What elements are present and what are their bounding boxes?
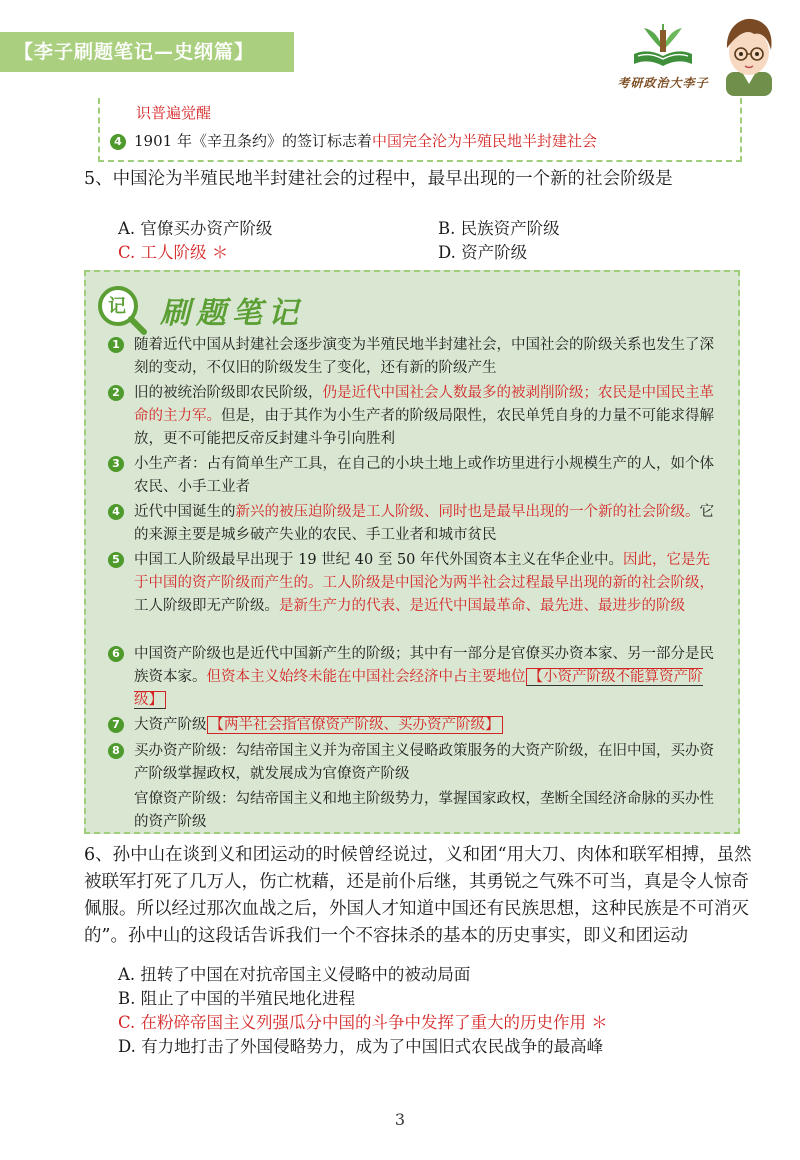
note-text: 中国资产阶级也是近代中国新产生的阶级；其中有一部分是官僚买办资本家、另一部分是民族资本家。: [134, 646, 714, 685]
note-text: 买办资产阶级：勾结帝国主义并为帝国主义侵略政策服务的大资产阶级，在旧中国，买办资产阶级掌握政权，就发展成为官僚资产阶级: [134, 743, 714, 782]
note-number-badge: 3: [108, 456, 124, 472]
note-text: 随着近代中国从封建社会逐步演变为半殖民地半封建社会，中国社会的阶级关系也发生了深刻的变动，不仅旧的阶级发生了变化，还有新的阶级产生: [134, 337, 714, 376]
note-number-badge: 5: [108, 552, 124, 568]
note-text: 中国工人阶级最早出现于 19 世纪 40 至 50 年代外国资本主义在华企业中。: [134, 552, 624, 568]
note-boxed-remark: 【小资产阶级不能算资产阶级】: [134, 669, 703, 708]
brand-logo: [608, 20, 718, 100]
notes-header: [88, 278, 348, 336]
q5-option-b: B. 民族资产阶级: [438, 219, 560, 238]
page-number: 3: [394, 1110, 406, 1129]
note-item-5: [108, 549, 724, 618]
note-item-3: [108, 453, 724, 499]
question-6-stem: 6、孙中山在谈到义和团运动的时候曾经说过，义和团“用大刀、肉体和联军相搏，虽然被联军打死了几万人，伤亡枕藉，还是前仆后继，其勇锐之气殊不可当，真是令人惊奇佩服。所以经过那次血战之后，外国人才知道中国还有民族思想，这种民族是不可消灭的”。孙中山的这段话告诉我们一个不容抹杀的基本的历史事实，即义和团运动: [84, 845, 752, 946]
note-item-4: [108, 501, 724, 547]
note-text: 大资产阶级: [134, 717, 207, 733]
note-text: 小生产者：占有简单生产工具，在自己的小块土地上或作坊里进行小规模生产的人，如个体农民、小手工业者: [134, 456, 714, 495]
note-number-badge: 4: [110, 134, 126, 150]
note-item-7: [108, 714, 724, 737]
note-number-badge: 2: [108, 385, 124, 401]
note-text: 它的来源主要是城乡破产失业的农民、手工业者和城市贫民: [134, 504, 714, 543]
note-number-badge: 6: [108, 646, 124, 662]
notes-icon-char: 记: [108, 296, 126, 317]
q5-option-a: A. 官僚买办资产阶级: [118, 219, 273, 238]
previous-note-tail: 识普遍觉醒: [136, 104, 212, 122]
note-text: 旧的被统治阶级即农民阶级，: [134, 385, 323, 401]
note-boxed-remark: 【两半社会指官僚资产阶级、买办资产阶级】: [207, 716, 503, 734]
note-text: 近代中国诞生的: [134, 504, 236, 520]
header-title-tag: 【李子刷题笔记—史纲篇】: [0, 32, 294, 72]
q6-option-a: A. 扭转了中国在对抗帝国主义侵略中的被动局面: [118, 965, 471, 984]
avatar-illustration: [718, 14, 780, 96]
question-5-stem: 5、中国沦为半殖民地半封建社会的过程中，最早出现的一个新的社会阶级是: [84, 169, 673, 189]
previous-notes-box: [98, 98, 742, 162]
q6-option-c-answer: C. 在粉碎帝国主义列强瓜分中国的斗争中发挥了重大的历史作用 ＊: [118, 1013, 608, 1032]
previous-note-highlight: 中国完全沦为半殖民地半封建社会: [371, 132, 597, 150]
note-item-8: [108, 740, 724, 834]
note-text: 工人阶级即无产阶级。: [134, 598, 279, 614]
note-highlight: 因此，它是先于中国的资产阶级而产生的。工人阶级是中国沦为两半社会过程最早出现的新的社会阶级，: [134, 552, 714, 591]
book-sprout-icon: [630, 20, 696, 68]
note-number-badge: 8: [108, 743, 124, 759]
note-item-1: [108, 334, 724, 380]
note-number-badge: 4: [108, 504, 124, 520]
q6-option-d: D. 有力地打击了外国侵略势力，成为了中国旧式农民战争的最高峰: [118, 1037, 604, 1056]
q6-option-b: B. 阻止了中国的半殖民地化进程: [118, 989, 356, 1008]
note-item-6: [108, 643, 724, 712]
previous-note-item: [110, 130, 597, 151]
q5-option-c-answer: C. 工人阶级 ＊: [118, 243, 229, 262]
note-highlight: 是新生产力的代表、是近代中国最革命、最先进、最进步的阶级: [279, 598, 685, 614]
notes-heading: 刷题笔记: [160, 296, 304, 331]
study-notes-panel: [84, 270, 740, 834]
note-highlight: 仍是近代中国社会人数最多的被剥削阶级；农民是中国民主革命的主力军。: [134, 385, 714, 424]
note-number-badge: 1: [108, 337, 124, 353]
brand-name: 考研政治大李子: [617, 76, 709, 90]
note-item-2: [108, 382, 724, 451]
q5-option-d: D. 资产阶级: [438, 243, 528, 262]
note-text: 但是，由于其作为小生产者的阶级局限性，农民单凭自身的力量不可能求得解放，更不可能把反帝反封建斗争引向胜利: [134, 408, 714, 447]
note-highlight: 但资本主义始终未能在中国社会经济中占主要地位: [206, 669, 526, 685]
note-highlight: 新兴的被压迫阶级是工人阶级、同时也是最早出现的一个新的社会阶级。: [235, 504, 700, 520]
note-number-badge: 7: [108, 717, 124, 733]
note-text: 官僚资产阶级：勾结帝国主义和地主阶级势力，掌握国家政权，垄断全国经济命脉的买办性的资产阶级: [134, 791, 714, 830]
previous-note-text: 1901 年《辛丑条约》的签订标志着: [134, 132, 372, 150]
